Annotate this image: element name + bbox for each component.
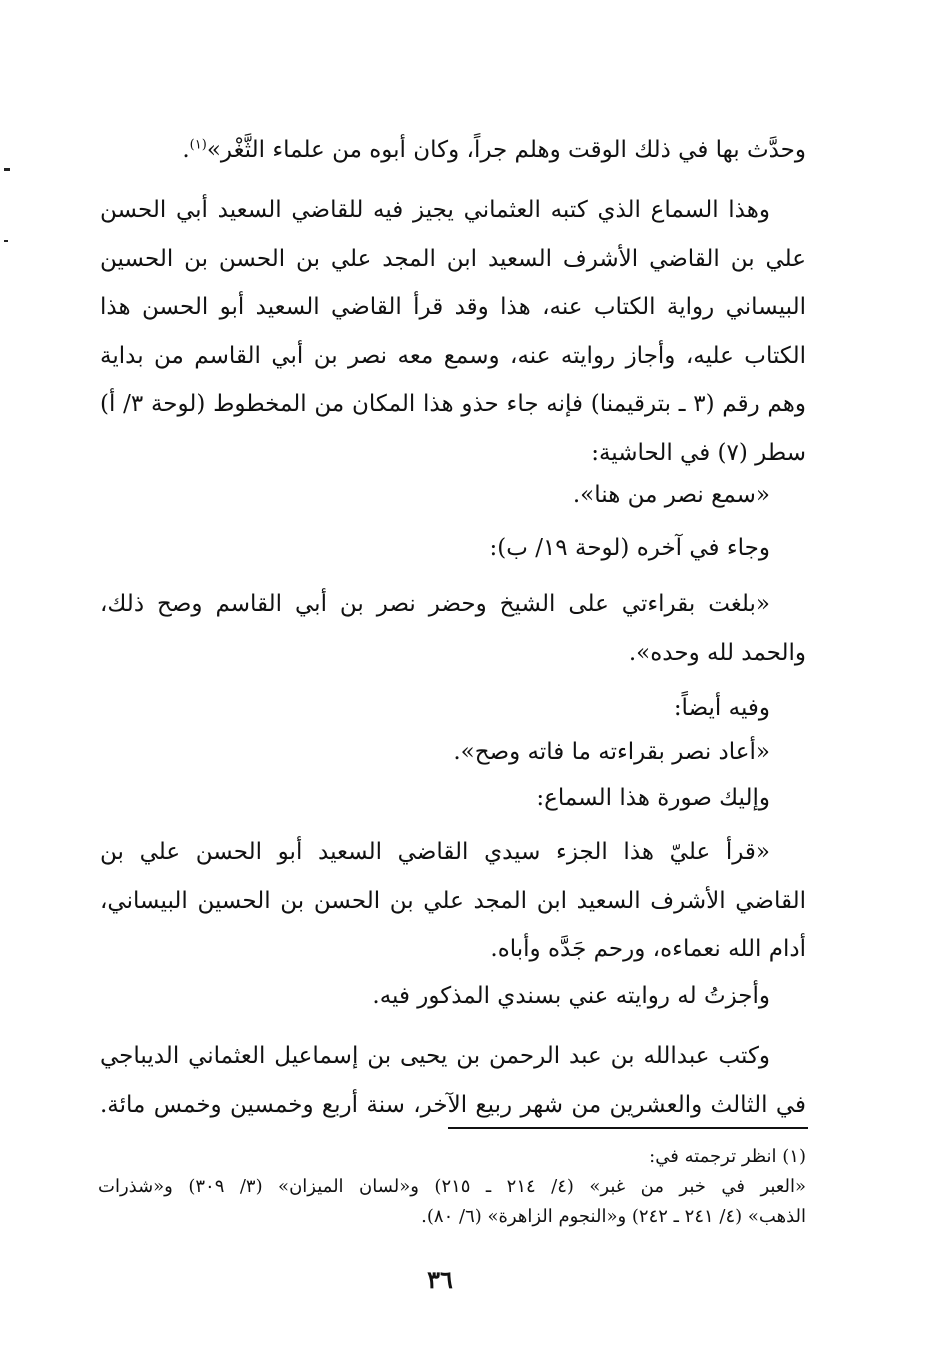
paragraph-2-line: البيساني رواية الكتاب عنه، هذا وقد قرأ القاضي السعيد أبو الحسن هذا — [100, 294, 806, 320]
quote-1-text: «سمع نصر من هنا». — [572, 482, 770, 508]
scan-mark — [4, 240, 8, 242]
paragraph-4-text: وفيه أيضاً: — [673, 695, 770, 721]
quote-3 — [100, 728, 806, 777]
quote-2-line: والحمد لله وحده». — [628, 639, 806, 666]
paragraph-2 — [100, 186, 806, 477]
scan-mark — [4, 168, 10, 171]
quote-4-line: أدام الله نعماءه، ورحم جَدَّه وأباه. — [490, 936, 806, 962]
footnote-divider — [448, 1127, 808, 1129]
paragraph-6-text: وأجزتُ له روايته عني بسندي المذكور فيه. — [372, 983, 770, 1009]
footnote-line: «العبر في خبر من غبر» (٤/ ٢١٤ ـ ٢١٥) و«لسان الميزان» (٣/ ٣٠٩) و«شذرات — [98, 1176, 806, 1197]
footnote-ref: (١) — [189, 137, 207, 153]
paragraph-1-end: . — [182, 137, 190, 163]
paragraph-2-line: سطر (٧) في الحاشية: — [591, 439, 806, 466]
quote-4 — [100, 828, 806, 974]
paragraph-2-line: الكتاب عليه، وأجاز روايته عنه، وسمع معه نصر بن أبي القاسم من بداية — [100, 342, 806, 369]
quote-4-line: «قرأ عليّ هذا الجزء سيدي القاضي السعيد أبو الحسن علي بن — [100, 839, 770, 865]
footnote-line: الذهب» (٤/ ٢٤١ ـ ٢٤٢) و«النجوم الزاهرة» (٦/ ٨٠). — [421, 1206, 806, 1227]
paragraph-1-text: وحدَّث بها في ذلك الوقت وهلم جراً، وكان أبوه من علماء الثَّغْر» — [206, 137, 806, 163]
paragraph-4 — [100, 684, 806, 733]
paragraph-1 — [100, 126, 806, 175]
quote-3-text: «أعاد نصر بقراءته ما فاته وصح». — [453, 739, 770, 765]
paragraph-2-line: وهم رقم (٣ ـ بترقيمنا) فإنه جاء حذو هذا المكان من المخطوط (لوحة ٣/ أ) — [100, 391, 806, 417]
paragraph-2-line: علي بن القاضي الأشرف السعيد ابن المجد علي بن الحسن بن الحسين — [100, 245, 806, 272]
paragraph-3-text: وجاء في آخره (لوحة ١٩/ ب): — [489, 535, 770, 561]
quote-4-line: القاضي الأشرف السعيد ابن المجد علي بن الحسن بن الحسين البيساني، — [100, 887, 806, 914]
footnote-line: (١) انظر ترجمته في: — [649, 1146, 806, 1167]
paragraph-6 — [100, 972, 806, 1021]
page-number: ٣٦ — [427, 1265, 453, 1294]
quote-1 — [100, 471, 806, 520]
paragraph-7-line: وكتب عبدالله بن عبد الرحمن بن يحيى بن إسماعيل العثماني الديباجي — [100, 1043, 770, 1069]
paragraph-5-text: وإليك صورة هذا السماع: — [536, 785, 770, 811]
paragraph-2-line: وهذا السماع الذي كتبه العثماني يجيز فيه للقاضي السعيد أبي الحسن — [100, 197, 770, 223]
paragraph-5 — [100, 774, 806, 823]
quote-2 — [100, 580, 806, 677]
footnote — [98, 1142, 806, 1232]
paragraph-7 — [100, 1032, 806, 1129]
quote-2-line: «بلغت بقراءتي على الشيخ وحضر نصر بن أبي القاسم وصح ذلك، — [100, 591, 770, 617]
paragraph-7-line: في الثالث والعشرين من شهر ربيع الآخر، سنة أربع وخمسين وخمس مائة. — [100, 1091, 806, 1118]
paragraph-3 — [100, 524, 806, 573]
